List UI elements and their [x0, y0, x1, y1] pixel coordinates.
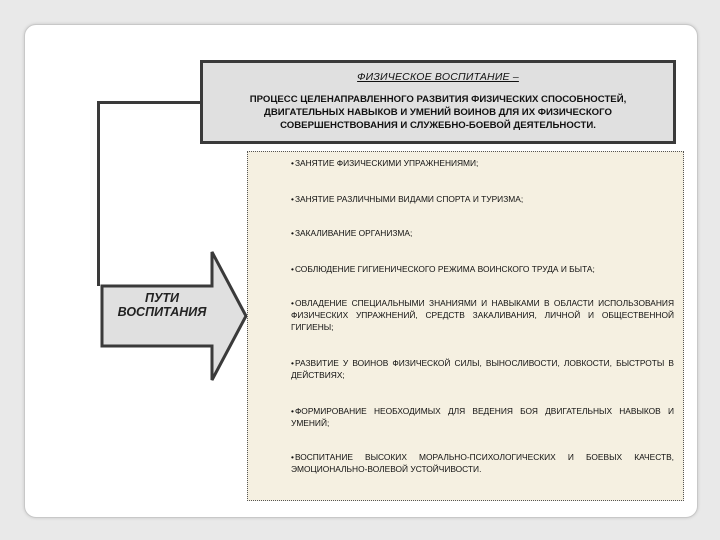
list-item [291, 193, 674, 205]
bullet-icon: • [291, 406, 294, 416]
list-item-text: ОВЛАДЕНИЕ СПЕЦИАЛЬНЫМИ ЗНАНИЯМИ И НАВЫКАМИ В ОБЛАСТИ ИСПОЛЬЗОВАНИЯ ФИЗИЧЕСКИХ УПРАЖНЕНИЙ, СРЕДСТВ ЗАКАЛИВАНИЯ, ЛИЧНОЙ И ОБЩЕСТВЕННОЙ ГИГИЕНЫ; [291, 298, 674, 332]
list-item-text: РАЗВИТИЕ У ВОИНОВ ФИЗИЧЕСКОЙ СИЛЫ, ВЫНОСЛИВОСТИ, ЛОВКОСТИ, БЫСТРОТЫ В ДЕЙСТВИЯХ; [291, 358, 674, 380]
bullet-icon: • [291, 194, 294, 204]
list-item [291, 157, 674, 169]
list-item [291, 405, 674, 429]
list-item-text: ВОСПИТАНИЕ ВЫСОКИХ МОРАЛЬНО-ПСИХОЛОГИЧЕСКИХ И БОЕВЫХ КАЧЕСТВ, ЭМОЦИОНАЛЬНО-ВОЛЕВОЙ УСТОЙЧИВОСТИ. [291, 452, 674, 474]
bullet-icon: • [291, 264, 294, 274]
arrow-label-line1: ПУТИ [144, 291, 180, 305]
list-item [291, 297, 674, 333]
list-item-text: ФОРМИРОВАНИЕ НЕОБХОДИМЫХ ДЛЯ ВЕДЕНИЯ БОЯ ДВИГАТЕЛЬНЫХ НАВЫКОВ И УМЕНИЙ; [291, 406, 674, 428]
arrow-label-line2: ВОСПИТАНИЯ [117, 305, 207, 319]
list-item-text: ЗАКАЛИВАНИЕ ОРГАНИЗМА; [294, 228, 413, 238]
list-item [291, 451, 674, 475]
bullet-icon: • [291, 298, 294, 308]
bullet-icon: • [291, 158, 294, 168]
definition-title: ФИЗИЧЕСКОЕ ВОСПИТАНИЕ – [357, 71, 519, 83]
arrow-label [100, 291, 224, 319]
list-item [291, 227, 674, 239]
bullet-icon: • [291, 228, 294, 238]
list-item [291, 357, 674, 381]
bullet-icon: • [291, 358, 294, 368]
list-item-text: СОБЛЮДЕНИЕ ГИГИЕНИЧЕСКОГО РЕЖИМА ВОИНСКОГО ТРУДА И БЫТА; [294, 264, 595, 274]
list-item [291, 263, 674, 275]
definition-text: ПРОЦЕСС ЦЕЛЕНАПРАВЛЕННОГО РАЗВИТИЯ ФИЗИЧЕСКИХ СПОСОБНОСТЕЙ, ДВИГАТЕЛЬНЫХ НАВЫКОВ И УМЕНИЙ ВОИНОВ ДЛЯ ИХ ФИЗИЧЕСКОГО СОВЕРШЕНСТВОВАНИЯ И СЛУЖЕБНО-БОЕВОЙ ДЕЯТЕЛЬНОСТИ. [249, 94, 627, 131]
connector-horizontal [97, 101, 203, 104]
ways-list [247, 151, 684, 501]
list-item-text: ЗАНЯТИЕ РАЗЛИЧНЫМИ ВИДАМИ СПОРТА И ТУРИЗМА; [294, 194, 524, 204]
definition-box [200, 60, 676, 144]
bullet-icon: • [291, 452, 294, 462]
list-item-text: ЗАНЯТИЕ ФИЗИЧЕСКИМИ УПРАЖНЕНИЯМИ; [294, 158, 479, 168]
